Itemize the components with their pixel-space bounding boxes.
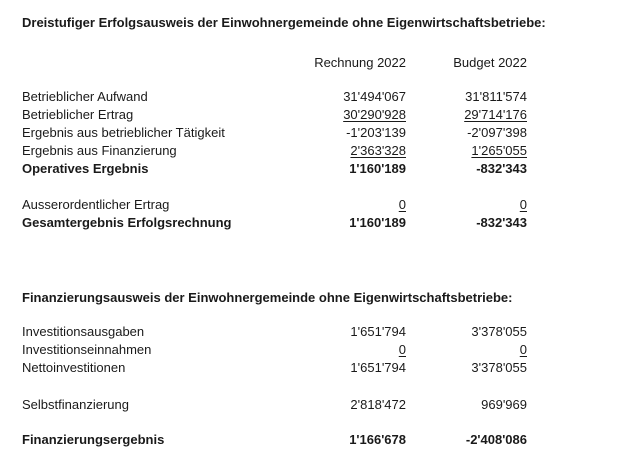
value-rechnung: 2'818'472 (350, 397, 406, 412)
value-rechnung: 0 (398, 197, 406, 212)
row-ausserordentlicher-ertrag (0, 197, 634, 215)
row-label: Betrieblicher Ertrag (22, 107, 134, 122)
row-operatives-ergebnis (0, 161, 634, 179)
row-selbstfinanzierung (0, 397, 634, 415)
value-budget: 0 (519, 197, 527, 212)
row-investitionseinnahmen (0, 342, 634, 360)
row-label: Ausserordentlicher Ertrag (22, 197, 170, 212)
row-label: Gesamtergebnis Erfolgsrechnung (22, 215, 232, 230)
row-label: Finanzierungsergebnis (22, 432, 165, 447)
value-rechnung: 31'494'067 (343, 89, 406, 104)
row-betrieblicher-aufwand (0, 89, 634, 107)
finanz-heading: Finanzierungsausweis der Einwohnergemeinde ohne Eigenwirtschaftsbetriebe: (22, 290, 513, 305)
row-ergebnis-finanzierung (0, 143, 634, 161)
row-investitionsausgaben (0, 324, 634, 342)
value-rechnung: 0 (398, 342, 406, 357)
value-budget: 3'378'055 (471, 360, 527, 375)
row-betrieblicher-ertrag (0, 107, 634, 125)
value-rechnung: 1'166'678 (349, 432, 406, 447)
row-label: Selbstfinanzierung (22, 397, 129, 412)
value-rechnung: 30'290'928 (343, 107, 406, 122)
value-rechnung: -1'203'139 (346, 125, 406, 140)
row-label: Ergebnis aus Finanzierung (22, 143, 177, 158)
value-budget: -2'408'086 (465, 432, 527, 447)
value-budget: 31'811'574 (465, 89, 527, 104)
row-label: Investitionsausgaben (22, 324, 145, 339)
value-budget: 969'969 (481, 397, 527, 412)
row-label: Nettoinvestitionen (22, 360, 126, 375)
row-label: Ergebnis aus betrieblicher Tätigkeit (22, 125, 225, 140)
row-ergebnis-betrieblich (0, 125, 634, 143)
value-rechnung: 1'160'189 (349, 215, 406, 230)
erfolg-heading: Dreistufiger Erfolgsausweis der Einwohnergemeinde ohne Eigenwirtschaftsbetriebe: (22, 15, 546, 30)
row-gesamtergebnis (0, 215, 634, 233)
value-budget: 3'378'055 (471, 324, 527, 339)
value-rechnung: 2'363'328 (350, 143, 406, 158)
row-nettoinvestitionen (0, 360, 634, 378)
row-label: Investitionseinnahmen (22, 342, 152, 357)
value-budget: 0 (519, 342, 527, 357)
row-label: Betrieblicher Aufwand (22, 89, 148, 104)
value-budget: -2'097'398 (467, 125, 527, 140)
value-rechnung: 1'651'794 (350, 360, 406, 375)
value-budget: -832'343 (476, 161, 527, 176)
value-rechnung: 1'651'794 (350, 324, 406, 339)
row-finanzierungsergebnis (0, 432, 634, 450)
value-budget: 29'714'176 (464, 107, 527, 122)
value-rechnung: 1'160'189 (349, 161, 406, 176)
col-header-budget: Budget 2022 (453, 55, 527, 70)
col-header-rechnung: Rechnung 2022 (314, 55, 406, 70)
row-label: Operatives Ergebnis (22, 161, 149, 176)
value-budget: -832'343 (476, 215, 527, 230)
value-budget: 1'265'055 (471, 143, 527, 158)
